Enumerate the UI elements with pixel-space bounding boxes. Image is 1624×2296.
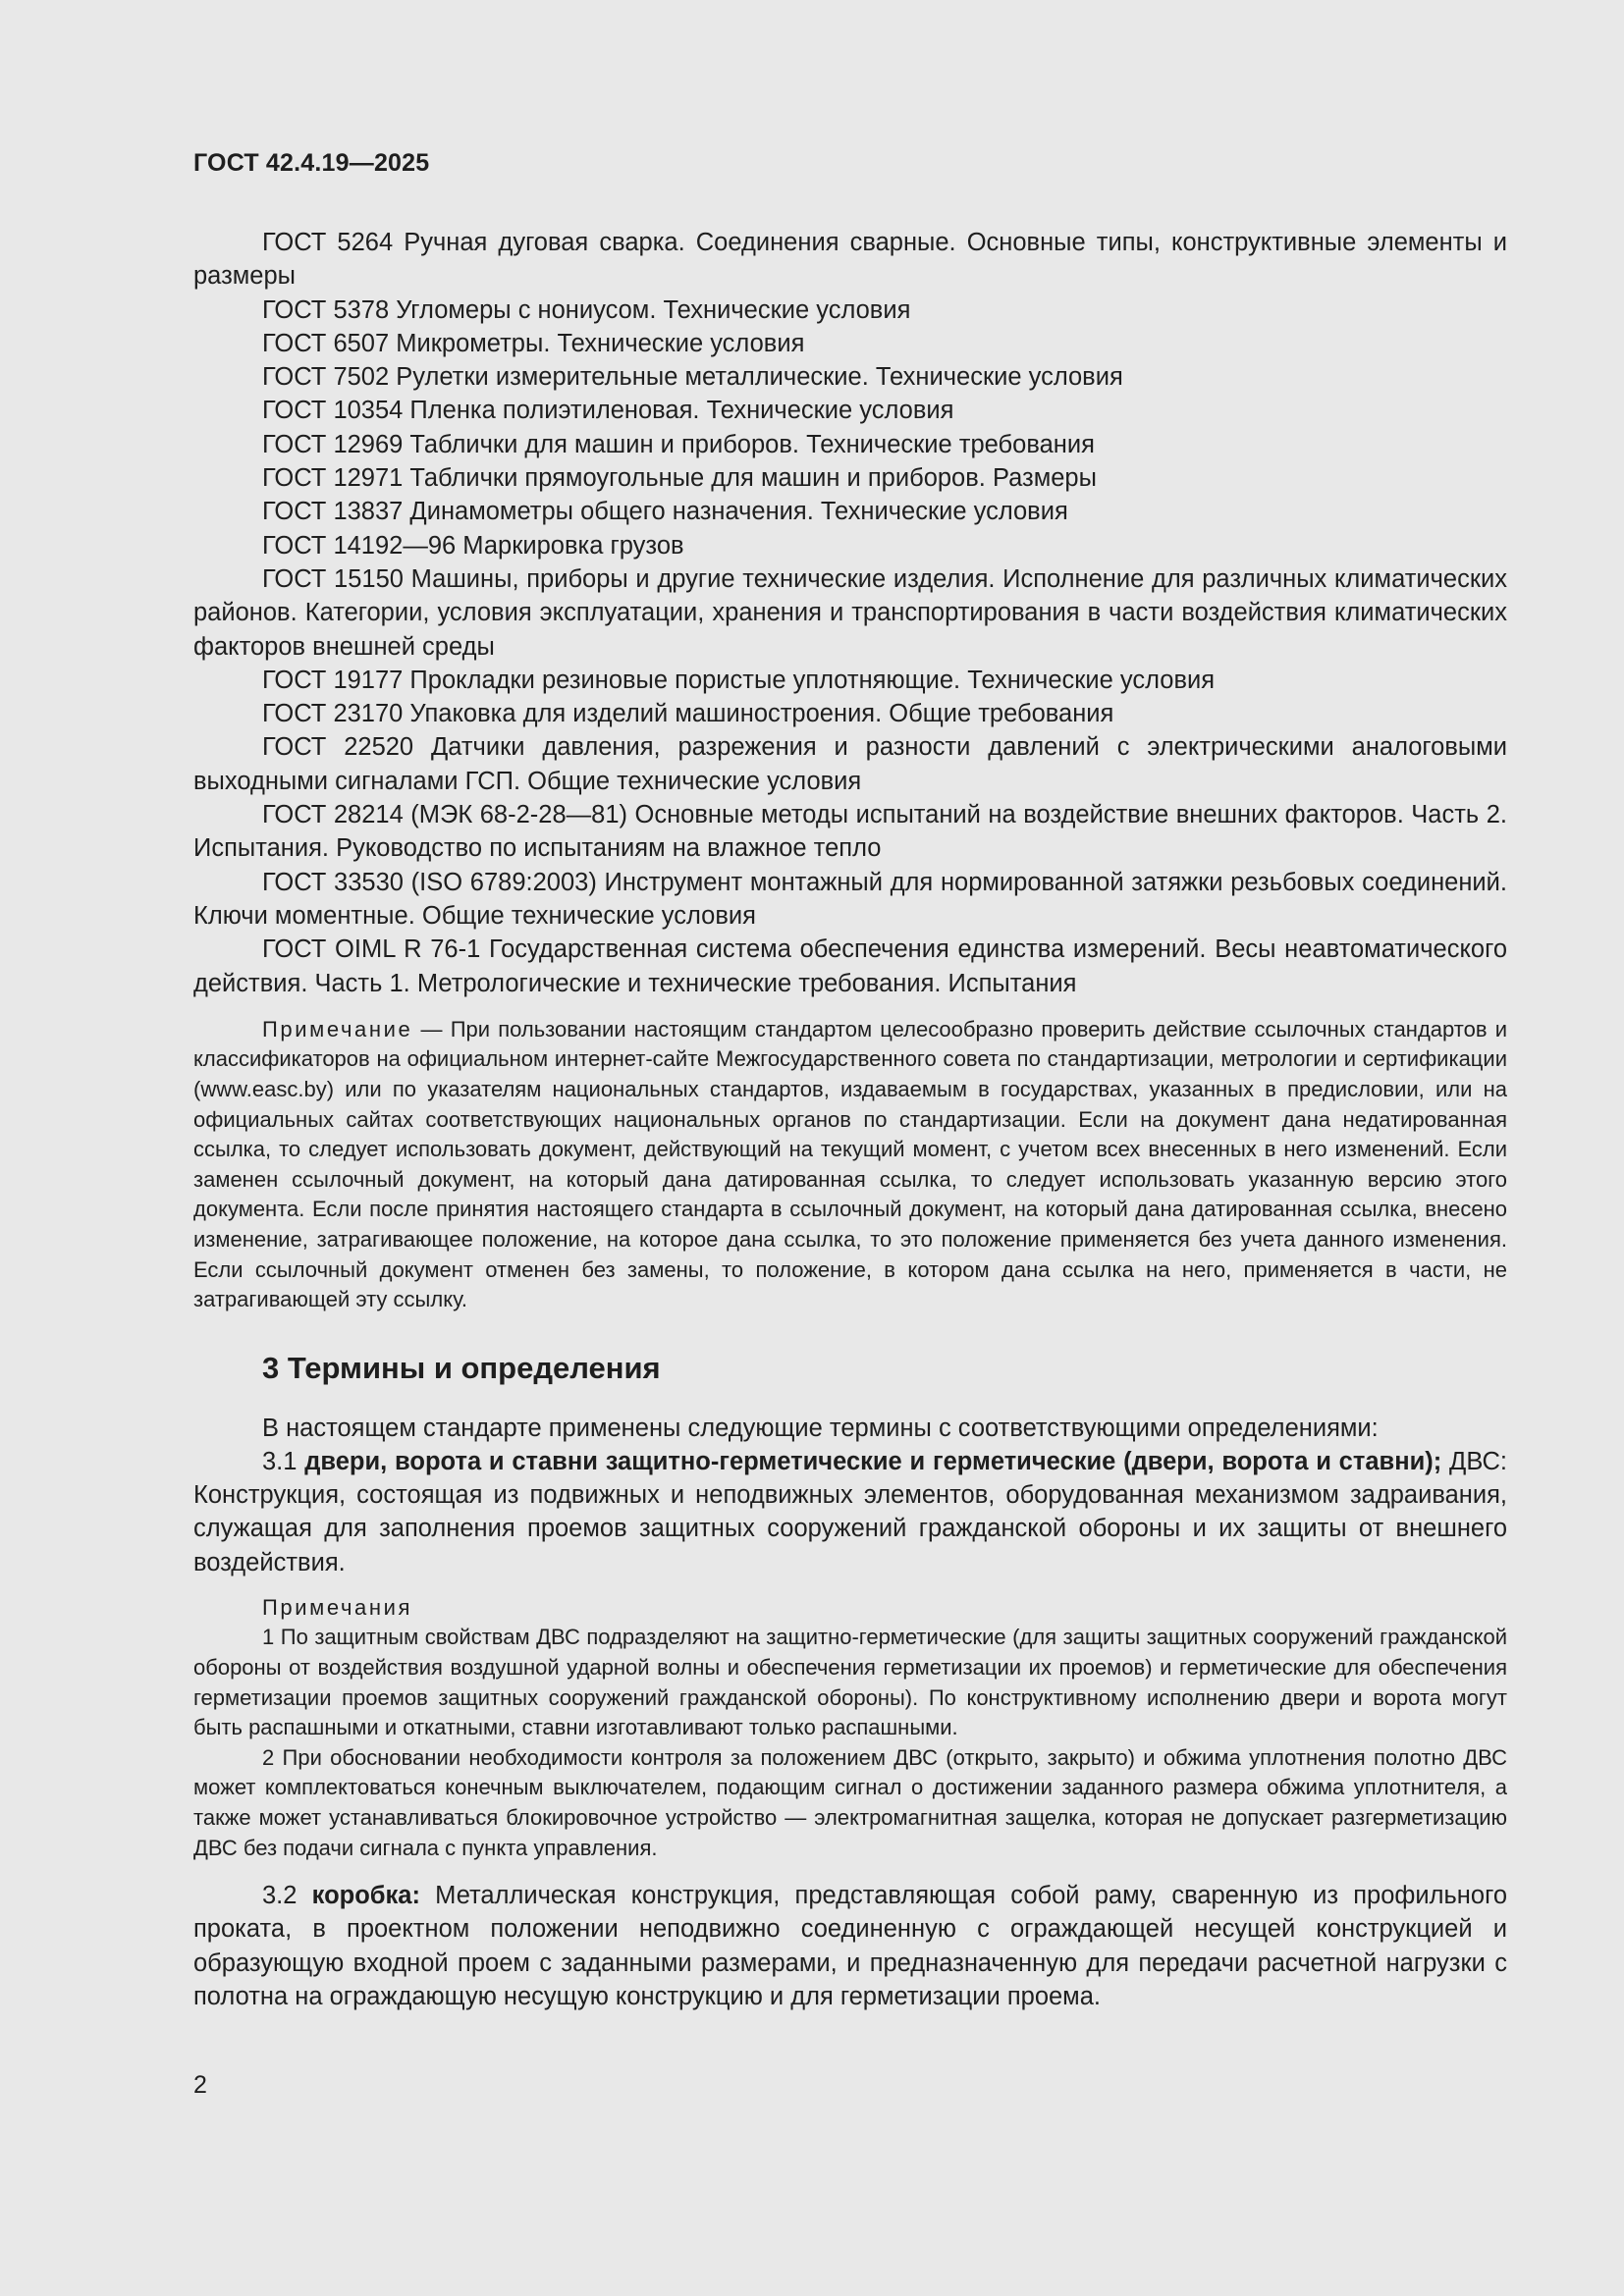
term-number: 3.2 xyxy=(262,1882,312,1910)
reference-item: ГОСТ OIML R 76-1 Государственная система обеспечения единства измерений. Весы неавтоматического действия. Часть 1. Метрологические и технические требования. Испытания xyxy=(193,935,1507,997)
section-heading: 3 Термины и определения xyxy=(262,1350,661,1385)
term-number: 3.1 xyxy=(262,1447,305,1475)
reference-item: ГОСТ 19177 Прокладки резиновые пористые уплотняющие. Технические условия xyxy=(262,666,1216,694)
term-definition-3-1 xyxy=(193,1445,1507,1579)
document-header: ГОСТ 42.4.19—2025 xyxy=(193,149,430,177)
reference-item: ГОСТ 23170 Упаковка для изделий машиностроения. Общие требования xyxy=(262,700,1114,728)
term-name: двери, ворота и ставни защитно-герметические и герметические (двери, ворота и ставни); xyxy=(304,1447,1442,1475)
section-intro: В настоящем стандарте применены следующие термины с соответствующими определениями: xyxy=(262,1414,1379,1442)
reference-item: ГОСТ 33530 (ISO 6789:2003) Инструмент монтажный для нормированной затяжки резьбовых соединений. Ключи моментные. Общие технические условия xyxy=(193,868,1507,930)
note-label: Примечание xyxy=(262,1016,413,1041)
page-number: 2 xyxy=(193,2071,207,2099)
reference-list xyxy=(193,226,1507,1000)
term-definition-text: Металлическая конструкция, представляющая собой раму, сваренную из профильного проката, в проектном положении неподвижно соединенную с ограждающей несущей конструкцией и образующую входной проем с заданными размерами, и предназначенную для передачи расчетной нагрузки с полотна на ограждающую несущую конструкцию и для герметизации проема. xyxy=(193,1882,1507,2010)
reference-item: ГОСТ 12969 Таблички для машин и приборов. Технические требования xyxy=(262,430,1095,458)
term-note: 2 При обосновании необходимости контроля за положением ДВС (открыто, закрыто) и обжима уплотнения полотно ДВС может комплектоваться конечным выключателем, подающим сигнал о достижении заданного размера обжима уплотнителя, а также может устанавливаться блокировочное устройство — электромагнитная защелка, которая не допускает разгерметизацию ДВС без подачи сигнала с пункта управления. xyxy=(193,1744,1507,1860)
notes-heading: Примечания xyxy=(262,1594,413,1620)
reference-item: ГОСТ 10354 Пленка полиэтиленовая. Технические условия xyxy=(262,397,954,425)
term-note: 1 По защитным свойствам ДВС подразделяют на защитно-герметические (для защиты защитных сооружений гражданской обороны от воздействия воздушной ударной волны и обеспечения герметизации их проемов) и герметические для обеспечения герметизации проемов защитных сооружений гражданской обороны). По конструктивному исполнению двери и ворота могут быть распашными и откатными, ставни изготавливают только распашными. xyxy=(193,1625,1507,1740)
reference-item: ГОСТ 6507 Микрометры. Технические условия xyxy=(262,329,805,357)
reference-item: ГОСТ 5378 Угломеры с нониусом. Технические условия xyxy=(262,295,911,324)
note-text: — При пользовании настоящим стандартом целесообразно проверить действие ссылочных стандартов и классификаторов на официальном интернет-сайте Межгосударственного совета по стандартизации, метрологии и сертификации (www.easc.by) или по указателям национальных стандартов, издаваемым в государствах, указанных в предисловии, или на официальных сайтах соответствующих национальных органов по стандартизации. Если на документ дана недатированная ссылка, то следует использовать документ, действующий на текущий момент, с учетом всех внесенных в него изменений. Если заменен ссылочный документ, на который дана датированная ссылка, то следует использовать указанную версию этого документа. Если после принятия настоящего стандарта в ссылочный документ, на который дана датированная ссылка, внесено изменение, затрагивающее положение, на которое дана ссылка, то это положение применяется без учета данного изменения. Если ссылочный документ отменен без замены, то положение, в котором дана ссылка на него, применяется в части, не затрагивающей эту ссылку. xyxy=(193,1016,1507,1312)
reference-item: ГОСТ 7502 Рулетки измерительные металлические. Технические условия xyxy=(262,363,1123,392)
reference-item: ГОСТ 5264 Ручная дуговая сварка. Соединения сварные. Основные типы, конструктивные элементы и размеры xyxy=(193,229,1507,291)
reference-item: ГОСТ 14192—96 Маркировка грузов xyxy=(262,531,684,560)
term-name: коробка: xyxy=(311,1882,420,1910)
references-note xyxy=(193,1015,1507,1315)
reference-item: ГОСТ 28214 (МЭК 68-2-28—81) Основные методы испытаний на воздействие внешних факторов. Часть 2. Испытания. Руководство по испытаниям на влажное тепло xyxy=(193,801,1507,863)
page-content xyxy=(193,226,1507,2013)
reference-item: ГОСТ 13837 Динамометры общего назначения. Технические условия xyxy=(262,498,1068,526)
term-definition-text: ДВС: Конструкция, состоящая из подвижных и неподвижных элементов, оборудованная механизмом задраивания, служащая для заполнения проемов защитных сооружений гражданской обороны и их защиты от внешнего воздействия. xyxy=(193,1447,1507,1576)
term-definition-3-2 xyxy=(193,1879,1507,2013)
reference-item: ГОСТ 15150 Машины, приборы и другие технические изделия. Исполнение для различных климатических районов. Категории, условия эксплуатации, хранения и транспортирования в части воздействия климатических факторов внешней среды xyxy=(193,564,1507,661)
reference-item: ГОСТ 12971 Таблички прямоугольные для машин и приборов. Размеры xyxy=(262,464,1097,493)
reference-item: ГОСТ 22520 Датчики давления, разрежения и разности давлений с электрическими аналоговыми выходными сигналами ГСП. Общие технические условия xyxy=(193,733,1507,795)
